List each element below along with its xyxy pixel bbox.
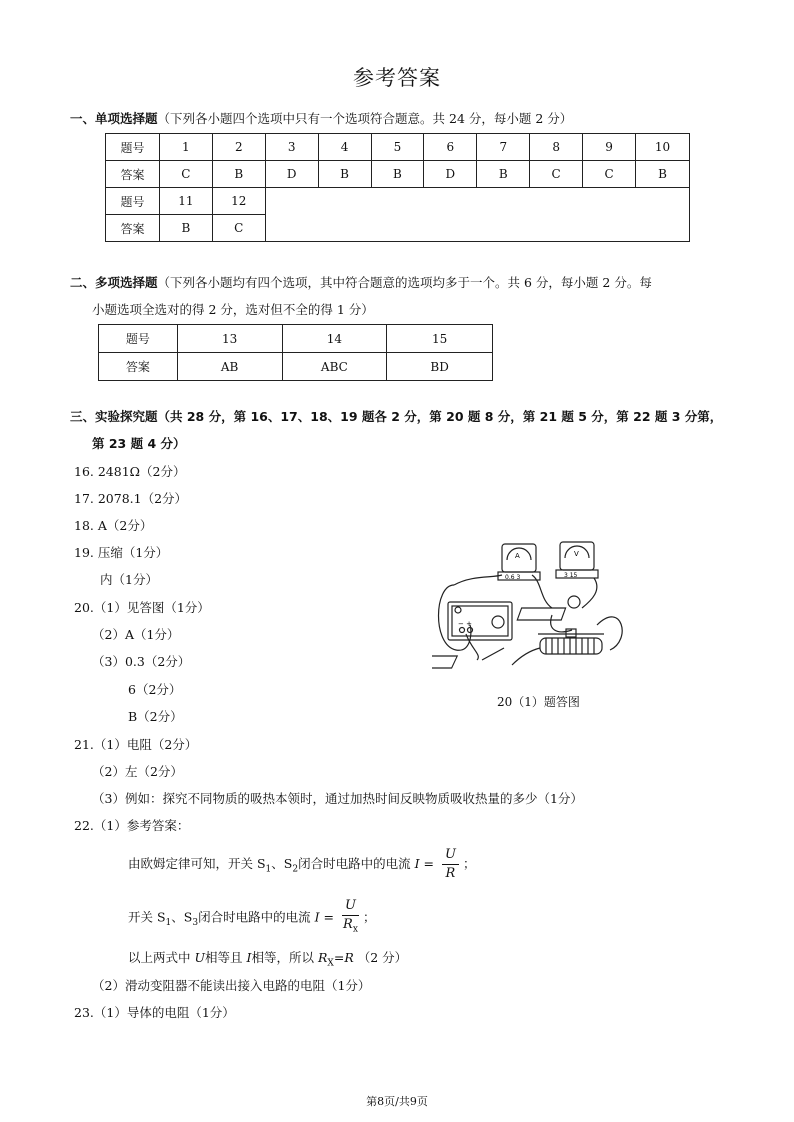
table-row	[99, 325, 493, 353]
answer-cell: C	[583, 161, 636, 188]
supply-terminals: − +	[458, 620, 472, 628]
answer-cell: B	[212, 161, 265, 188]
answer-cell: C	[212, 215, 265, 242]
denominator: R	[445, 866, 456, 881]
formula-text: 、S	[271, 856, 293, 871]
subscript: 1	[265, 864, 272, 875]
question-number: 11	[159, 188, 212, 215]
rheostat-coil-lines	[546, 638, 594, 654]
formula-text: 相等且	[205, 950, 243, 965]
denominator	[342, 916, 359, 939]
fraction	[442, 846, 459, 883]
question-number: 12	[212, 188, 265, 215]
section2-note: （下列各小题均有四个选项，其中符合题意的选项均多于一个。共 6 分，每小题 2 分。每	[157, 275, 652, 290]
single-choice-table	[105, 133, 690, 242]
question-number: 8	[530, 134, 583, 161]
switch-blade	[482, 648, 504, 660]
subscript: 1	[165, 917, 172, 928]
formula-text: 闭合时电路中的电流	[298, 856, 411, 871]
question-number: 7	[477, 134, 530, 161]
equals-sign: =	[319, 909, 338, 925]
answer-20-3: （3）0.3（2分）	[92, 654, 191, 669]
table-row	[106, 188, 690, 215]
formula-text: 由欧姆定律可知，开关 S	[128, 856, 266, 871]
subscript: x	[352, 924, 358, 935]
row-label: 题号	[106, 188, 160, 215]
formula-text: 相等，所以	[251, 950, 315, 965]
formula-line-1	[128, 846, 475, 883]
question-number: 4	[318, 134, 371, 161]
section2-note-line2: 小题选项全选对的得 2 分，选对但不全的得 1 分）	[92, 302, 374, 317]
answer-cell: AB	[177, 353, 282, 381]
formula-text: 闭合时电路中的电流	[198, 909, 311, 925]
answer-19-2: 内（1分）	[100, 572, 158, 587]
figure-caption: 20（1）题答图	[497, 695, 580, 709]
score-note: （2 分）	[357, 950, 408, 965]
formula-line-3	[128, 948, 407, 969]
multiple-choice-table	[98, 324, 493, 381]
section3-heading: 三、实验探究题（共 28 分，第 16、17、18、19 题各 2 分，第 20 题 8 分，第 21 题 5 分，第 22 题 3 分第，	[70, 409, 723, 424]
row-label: 答案	[99, 353, 178, 381]
answer-cell: D	[424, 161, 477, 188]
question-number: 1	[159, 134, 212, 161]
formula-line-2	[128, 897, 375, 939]
voltmeter-label: V	[574, 550, 579, 558]
fraction	[342, 897, 359, 939]
answer-cell: ABC	[282, 353, 387, 381]
answer-20-1: 20.（1）见答图（1分）	[74, 600, 210, 615]
table-row	[106, 134, 690, 161]
answer-20-5: B（2分）	[128, 709, 183, 724]
ground-icon	[455, 607, 461, 613]
switch-base	[432, 656, 457, 668]
answer-cell: B	[477, 161, 530, 188]
numerator: U	[442, 846, 459, 865]
resistance-symbol: R	[318, 950, 328, 965]
subscript: 3	[192, 917, 199, 928]
question-number: 9	[583, 134, 636, 161]
formula-text: 以上两式中	[128, 950, 191, 965]
wire	[512, 648, 540, 665]
section1-heading-line	[70, 109, 572, 127]
page-title: 参考答案	[353, 66, 441, 90]
answer-20-4: 6（2分）	[128, 682, 182, 697]
answer-cell: BD	[387, 353, 493, 381]
section2-heading-line	[70, 273, 652, 291]
row-label: 答案	[106, 161, 160, 188]
subscript: X	[327, 958, 334, 969]
resistance-symbol: R	[343, 917, 353, 932]
formula-text: 、S	[171, 909, 193, 925]
answer-21-1: 21.（1）电阻（2分）	[74, 737, 198, 752]
question-number: 6	[424, 134, 477, 161]
answer-21-3: （3）例如：探究不同物质的吸热本领时，通过加热时间反映物质吸收热量的多少（1分）	[92, 791, 583, 806]
current-symbol: I	[414, 856, 420, 871]
answer-22-2: （2）滑动变阻器不能读出接入电路的电阻（1分）	[92, 978, 371, 993]
current-symbol: I	[314, 909, 320, 925]
question-number: 14	[282, 325, 387, 353]
table-row	[99, 353, 493, 381]
answer-cell: C	[159, 161, 212, 188]
row-label: 题号	[99, 325, 178, 353]
equals-r: =R	[333, 950, 354, 965]
answer-cell: D	[265, 161, 318, 188]
formula-text: 开关 S	[128, 909, 166, 925]
answer-19-1: 19. 压缩（1分）	[74, 545, 169, 560]
lamp-bulb	[568, 596, 580, 608]
answer-20-2: （2）A（1分）	[92, 627, 180, 642]
section2-heading: 二、多项选择题	[70, 275, 158, 290]
lamp-base	[517, 608, 565, 620]
empty-cell	[265, 188, 689, 242]
current-symbol: I	[246, 950, 252, 965]
equals-sign: =	[419, 856, 438, 871]
question-number: 15	[387, 325, 493, 353]
voltage-symbol: U	[194, 950, 206, 965]
answer-23-1: 23.（1）导体的电阻（1分）	[74, 1005, 235, 1020]
answer-22-1: 22.（1）参考答案：	[74, 818, 190, 833]
numerator: U	[342, 897, 359, 916]
answer-cell: C	[530, 161, 583, 188]
section3-heading-line2: 第 23 题 4 分）	[92, 436, 186, 451]
question-number: 3	[265, 134, 318, 161]
question-number: 2	[212, 134, 265, 161]
circuit-diagram	[432, 530, 637, 690]
ammeter-label: A	[515, 552, 520, 560]
section1-note: （下列各小题四个选项中只有一个选项符合题意。共 24 分，每小题 2 分）	[157, 111, 573, 126]
row-label: 题号	[106, 134, 160, 161]
section1-heading: 一、单项选择题	[70, 111, 158, 126]
answer-16: 16. 2481Ω（2分）	[74, 464, 186, 479]
semicolon: ；	[462, 856, 476, 871]
semicolon: ；	[362, 909, 376, 925]
terminal-icon	[468, 628, 473, 633]
answer-18: 18. A（2分）	[74, 518, 153, 533]
row-label: 答案	[106, 215, 160, 242]
table-row	[106, 161, 690, 188]
answer-cell: B	[159, 215, 212, 242]
answer-cell: B	[318, 161, 371, 188]
rheostat-coil	[540, 638, 602, 654]
wire	[582, 578, 597, 608]
answer-cell: B	[371, 161, 424, 188]
question-number: 13	[177, 325, 282, 353]
question-number: 10	[635, 134, 689, 161]
wire	[454, 575, 502, 585]
power-supply-knob	[492, 616, 504, 628]
answer-cell: B	[635, 161, 689, 188]
voltmeter-terminals: 3 15	[564, 572, 578, 579]
terminal-icon	[460, 628, 465, 633]
subscript: 2	[292, 864, 299, 875]
answer-17: 17. 2078.1（2分）	[74, 491, 188, 506]
answer-21-2: （2）左（2分）	[92, 764, 183, 779]
page-footer: 第8页/共9页	[366, 1095, 428, 1108]
question-number: 5	[371, 134, 424, 161]
ammeter-terminals: 0.6 3	[505, 574, 521, 581]
wire	[466, 634, 478, 660]
